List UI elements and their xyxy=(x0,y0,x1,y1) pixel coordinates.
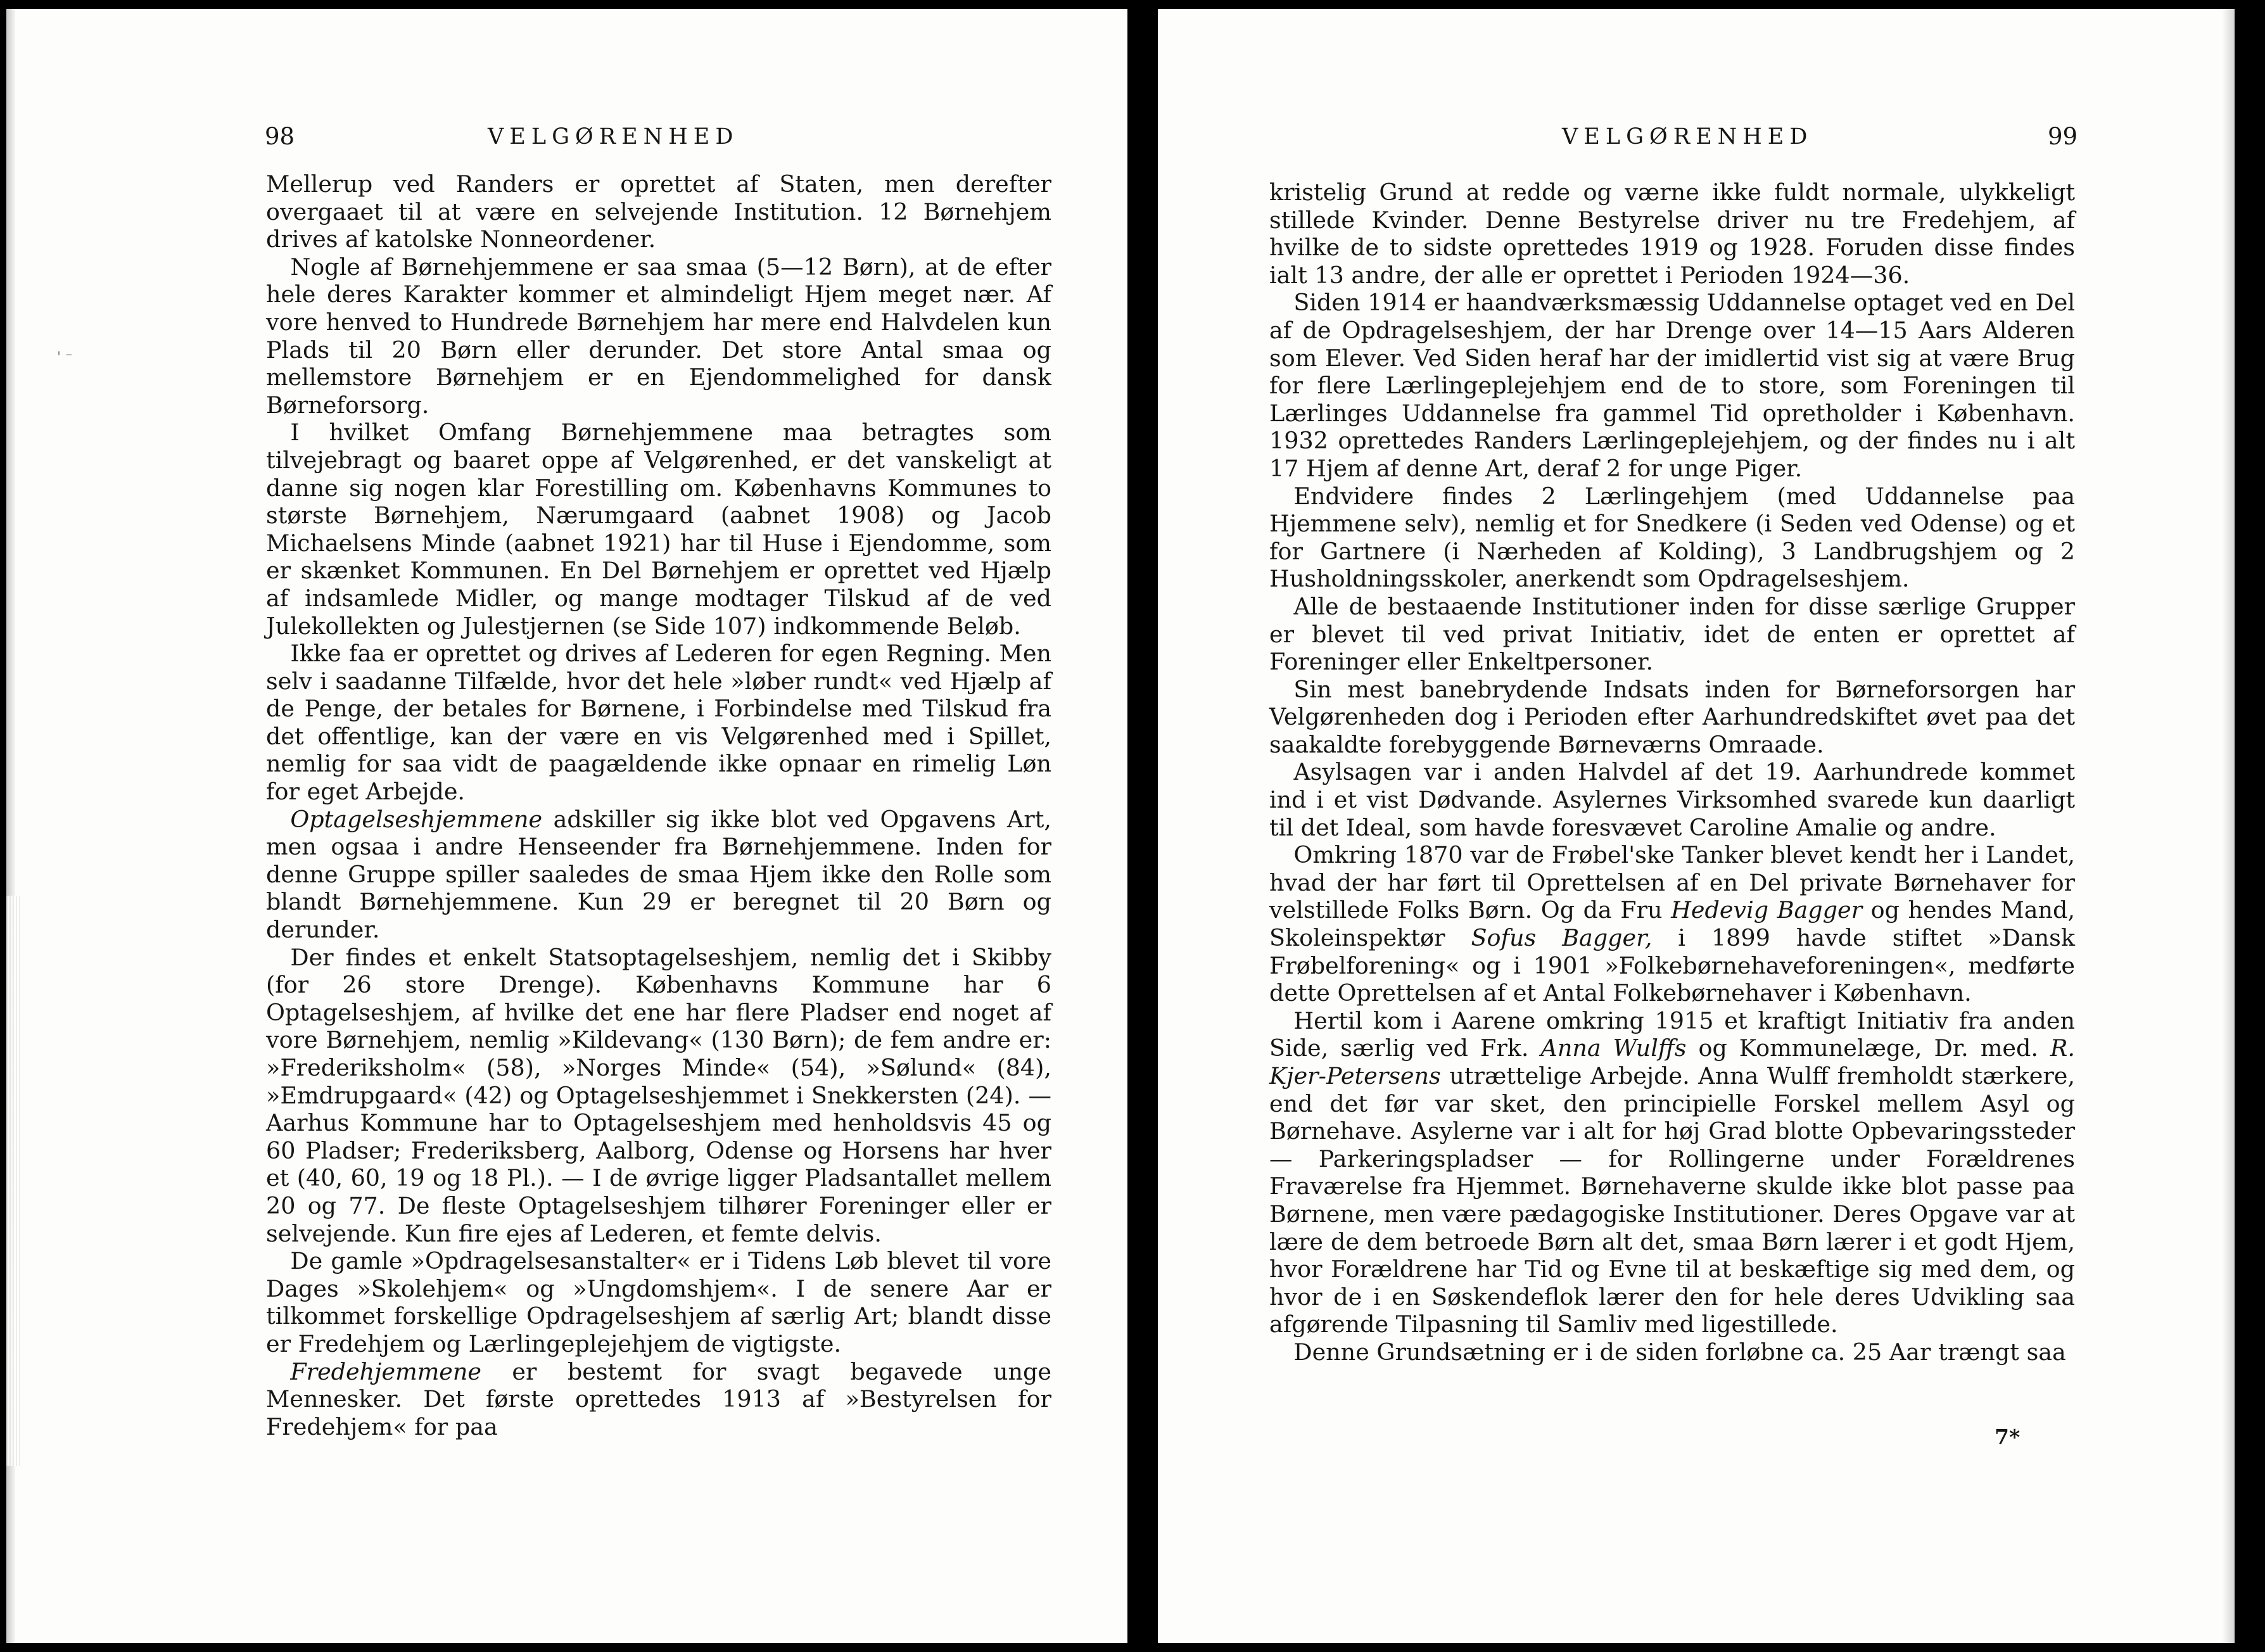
paragraph: Endvidere findes 2 Lærlingehjem (med Uddannelse paa Hjemmene selv), nemlig et for Snedkere (i Seden ved Odense) og et for Gartnere (i Nærheden af Kolding), 3 Landbrugshjem og 2 Husholdningsskoler, anerkendt som Opdragelseshjem. xyxy=(1269,482,2075,593)
paragraph: kristelig Grund at redde og værne ikke fuldt normale, ulykkeligt stillede Kvinder. Denne Bestyrelse driver nu tre Fredehjem, af hvilke de to sidste oprettedes 1919 og 1928. Foruden disse findes ialt 13 andre, der alle er oprettet i Perioden 1924—36. xyxy=(1269,179,2075,289)
right-page-body xyxy=(1269,179,2075,1366)
italic-name: Hedevig Bagger xyxy=(1671,896,1863,924)
paragraph-text: Hertil kom i Aarene omkring 1915 et kraftigt Initiativ fra anden Side, særlig ved Frk. xyxy=(1269,1007,2075,1062)
paragraph: Asylsagen var i anden Halvdel af det 19. Aarhundrede kommet ind i et vist Dødvande. Asylernes Virksomhed svarede kun daarligt til det Ideal, som havde foresvævet Caroline Amalie og andre. xyxy=(1269,758,2075,841)
paragraph-text: er bestemt for svagt begavede unge Mennesker. Det første oprettedes 1913 af »Bestyrelsen for Fredehjem« for paa xyxy=(266,1357,1051,1440)
italic-name: R. Kjer-Petersens xyxy=(1269,1034,2076,1090)
margin-mark: ' ⁻ xyxy=(57,350,73,365)
paragraph-text: utrættelige Arbejde. Anna Wulff fremholdt stærkere, end det før var sket, den principielle Forskel mellem Asyl og Børnehave. Asylerne var i alt for høj Grad blotte Opbevaringssteder — Parkeringspladser — for Rollingerne under Forældrenes Fraværelse fra Hjemmet. Børnehaverne skulde ikke blot passe paa Børnene, men være pædagogiske Institutioner. Deres Opgave var at lære de dem betroede Børn alt det, smaa Børn lærer i et godt Hjem, hvor Forældrene har Tid og Evne til at beskæftige sig med dem, og hvor de i en Søskendeflok lærer den for hele deres Udvikling saa afgørende Tilpasning til Samliv med ligestillede. xyxy=(1269,1062,2075,1338)
paragraph-text: og Kommunelæge, Dr. med. xyxy=(1686,1034,2050,1062)
paragraph-text: og hendes Mand, Skoleinspektør xyxy=(1269,896,2076,952)
running-head: VELGØRENHED xyxy=(488,124,739,149)
paragraph-text: adskiller sig ikke blot ved Opgavens Art, men ogsaa i andre Henseender fra Børnehjemmene. Inden for denne Gruppe spiller saaledes de smaa Hjem ikke den Rolle som blandt Børnehjemmene. Kun 29 er beregnet til 20 Børn og derunder. xyxy=(266,805,1051,944)
running-head: VELGØRENHED xyxy=(1562,124,1813,149)
italic-term: Fredehjemmene xyxy=(290,1357,482,1385)
paragraph: Nogle af Børnehjemmene er saa smaa (5—12 Børn), at de efter hele deres Karakter kommer et almindeligt Hjem meget nær. Af vore henved to Hundrede Børnehjem har mere end Halvdelen kun Plads til 20 Børn eller derunder. Det store Antal smaa og mellemstore Børnehjem er en Ejendommelighed for dansk Børneforsorg. xyxy=(266,253,1051,419)
italic-name: Sofus Bagger, xyxy=(1471,924,1653,952)
signature-mark: 7* xyxy=(1995,1425,2021,1449)
paragraph xyxy=(1269,841,2075,1007)
paragraph: Der findes et enkelt Statsoptagelseshjem, nemlig det i Skibby (for 26 store Drenge). Københavns Kommune har 6 Optagelseshjem, af hvilke det ene har flere Pladser end noget af vore Børnehjem, nemlig »Kildevang« (130 Børn); de fem andre er: »Frederiksholm« (58), »Norges Minde« (54), »Sølund« (84), »Emdrupgaard« (42) og Optagelseshjemmet i Snekkersten (24). — Aarhus Kommune har to Optagelseshjem med henholdsvis 45 og 60 Pladser; Frederiksberg, Aalborg, Odense og Horsens har hver et (40, 60, 19 og 18 Pl.). — I de øvrige ligger Pladsantallet mellem 20 og 77. De fleste Optagelseshjem tilhører Foreninger eller er selvejende. Kun fire ejes af Lederen, et femte delvis. xyxy=(266,943,1051,1247)
paragraph xyxy=(266,1358,1051,1441)
paragraph: Ikke faa er oprettet og drives af Lederen for egen Regning. Men selv i saadanne Tilfælde, hvor det hele »løber rundt« ved Hjælp af de Penge, der betales for Børnene, i Forbindelse med Tilskud fra det offentlige, kan der være en vis Velgørenhed med i Spillet, nemlig for saa vidt de paagældende ikke opnaar en rimelig Løn for eget Arbejde. xyxy=(266,640,1051,806)
right-page-edge xyxy=(2222,9,2235,1643)
paragraph-text: i 1899 havde stiftet »Dansk Frøbelforening« og i 1901 »Folkebørnehaveforeningen«, medførte dette Oprettelsen af et Antal Folkebørnehaver i København. xyxy=(1269,924,2075,1007)
paragraph: Alle de bestaaende Institutioner inden for disse særlige Grupper er blevet til ved privat Initiativ, idet de enten er oprettet af Foreninger eller Enkeltpersoner. xyxy=(1269,592,2075,676)
paragraph xyxy=(266,806,1051,944)
paragraph: Mellerup ved Randers er oprettet af Staten, men derefter overgaaet til at være en selvejende Institution. 12 Børnehjem drives af katolske Nonneordener. xyxy=(266,170,1051,253)
paragraph: I hvilket Omfang Børnehjemmene maa betragtes som tilvejebragt og baaret oppe af Velgørenhed, er det vanskeligt at danne sig nogen klar Forestilling om. Københavns Kommunes to største Børnehjem, Nærumgaard (aabnet 1908) og Jacob Michaelsens Minde (aabnet 1921) har til Huse i Ejendomme, som er skænket Kommunen. En Del Børnehjem er oprettet ved Hjælp af indsamlede Midler, og mange modtager Tilskud af de ved Julekollekten og Julestjernen (se Side 107) indkommende Beløb. xyxy=(266,419,1051,640)
left-page-body xyxy=(266,170,1051,1440)
italic-term: Optagelseshjemmene xyxy=(290,805,543,833)
paragraph-text: Omkring 1870 var de Frøbel'ske Tanker blevet kendt her i Landet, hvad der har ført til Oprettelsen af en Del private Børnehaver for velstillede Folks Børn. Og da Fru xyxy=(1269,841,2075,924)
page-fore-edge xyxy=(6,896,22,1466)
left-page xyxy=(6,9,1127,1643)
page-number: 98 xyxy=(265,123,295,150)
right-page xyxy=(1158,9,2235,1643)
paragraph: Denne Grundsætning er i de siden forløbne ca. 25 Aar trængt saa xyxy=(1293,1338,2066,1366)
italic-name: Anna Wulffs xyxy=(1540,1034,1687,1062)
page-number: 99 xyxy=(2048,123,2078,150)
paragraph xyxy=(1269,1007,2075,1338)
paragraph: Siden 1914 er haandværksmæssig Uddannelse optaget ved en Del af de Opdragelseshjem, der har Drenge over 14—15 Aars Alderen som Elever. Ved Siden heraf har der imidlertid vist sig at være Brug for flere Lærlingeplejehjem end de to store, som Foreningen til Lærlinges Uddannelse fra gammel Tid opretholder i København. 1932 oprettedes Randers Lærlingeplejehjem, og der findes nu i alt 17 Hjem af denne Art, deraf 2 for unge Piger. xyxy=(1269,289,2075,482)
paragraph: Sin mest banebrydende Indsats inden for Børneforsorgen har Velgørenheden dog i Perioden efter Aarhundredskiftet øvet paa det saakaldte forebyggende Børneværns Omraade. xyxy=(1269,675,2075,758)
paragraph: De gamle »Opdragelsesanstalter« er i Tidens Løb blevet til vore Dages »Skolehjem« og »Ungdomshjem«. I de senere Aar er tilkommet forskellige Opdragelseshjem af særlig Art; blandt disse er Fredehjem og Lærlingeplejehjem de vigtigste. xyxy=(266,1247,1051,1357)
